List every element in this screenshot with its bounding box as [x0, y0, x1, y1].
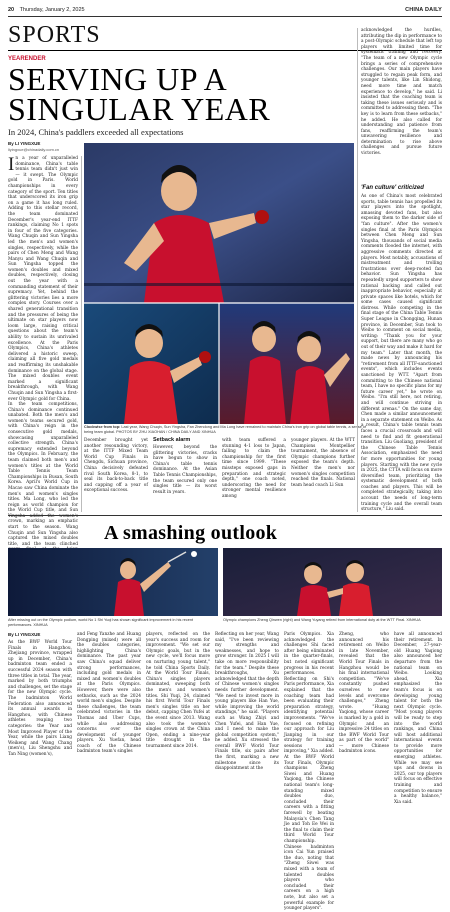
- story1-right-text: acknowledged the hurdles, attributing the dip in performance to a post-Olympic schedule that left top players with limited time for systematic training and recovery. "The team of a new Olympic cycle brings a series of comprehensive challenges. Our main players have struggled to regain peak form, and younger talents, like Lin Shidong, need more time and match experience to develop," he said. Li insisted that the coaching team is taking these issues seriously and is committed to addressing them. "The key is to learn from these setbacks," he added. He also called for understanding and patience from fans, reaffirming the team's unwavering resilience and determination to rise above challenges and pursue future victories.: [361, 28, 442, 157]
- header-rule: [8, 16, 442, 17]
- setback-subheading: Setback alarm: [153, 437, 191, 443]
- page-header: [8, 5, 442, 15]
- badminton-duo-photo: [223, 548, 442, 616]
- story1-col4-text: However, beyond the glittering victories, cracks have begun to show in China's table tennis dominance. At the Asian Table Tennis Championships, the team secured only one singles title — its worst result in years.: [153, 445, 217, 495]
- story1-col5-text: with team suffered a stunning 4-1 loss to Japan, failing to claim the championship for the first time since 1999. "These missteps exposed gaps in preparation and strategic depth," one coach noted, underscoring the need for stronger mental resilience among: [222, 438, 286, 499]
- story2-column-4: [215, 632, 279, 772]
- badminton-player-photo: [8, 548, 218, 616]
- story2-col5-text: Paris Olympics. Xia acknowledged the challenges Shi faced after being eliminated in the quarter-finals, but noted significant progress in his recent performances. Reflecting on Shi's Paris performance, Xia explained that the coaching team had been evaluating their preparation strategy, identifying potential improvements. "We've focused on refining our approach for Liu Jianping in our strategy for training sessions and improving," Xia added. At the BWF World Tour Finals, Olympic champions Zheng Siwei and Huang Yaqiong, the Chinese national team's long-standing mixed doubles duo, concluded their careers with a fitting farewell by beating Malaysia's Chen Tang Jie and Toh Ee Wei in the final to claim their third World Tour championship. Chinese badminton icon Cai Yun praised the duo, noting that "Zheng Siwei was mixed with a team of talented doubles players who concluded their careers on a high note, but also set a powerful example for younger players".: [284, 632, 334, 912]
- main-photo-image: [84, 143, 354, 424]
- story2-column-5: [284, 632, 334, 912]
- column-divider: [357, 28, 358, 512]
- story2-column-6: [339, 632, 389, 755]
- story1-column-5: [222, 438, 286, 512]
- main-photo: [84, 143, 354, 424]
- story2-right-caption: Olympic champions Zheng Qinwen (right) and Wang Yuyang retired from international duty at the WTT Final. XINHUA: [223, 618, 421, 622]
- story1-col3-text: December brought yet another resounding victory, at the ITTF Mixed Team World Cup Finals in Chengdu, Sichuan province, China decisively defeated rival South Korea, 8-1, to seal its back-to-back title and capping off a year of exceptional success.: [84, 438, 148, 494]
- story1-column-4: [153, 445, 217, 512]
- story2-headline: A smashing outlook: [104, 522, 278, 544]
- section-title: SPORTS: [8, 22, 101, 48]
- story2-column-1: [8, 640, 72, 757]
- story2-col1-text: As the BWF World Tour Finals in Hangzhou, Zhejiang province, wrapped up in December, China's badminton team ended a successful 2024 season with three titles in total. The year, marked by both triumphs and challenges, set the stage for the new Olympic cycle. The badminton World Federation also announced its annual awards in Hangzhou, with Chinese athletes reaping two categories: the Year and Most Improved Player of the Year, while the pairs Liang Weikeng and Wang Chang (men's), Liu Shengshu and Tan Ning (women's),: [8, 640, 72, 757]
- story2-right-photo: [223, 548, 442, 616]
- story2-column-7: [394, 632, 442, 805]
- story1-col2-text: In the team competitions, China's dominance continued unabated. Both the men's and women's teams secured gold, with China's reign in the consecutive gold medals, showcasing unparalleled collective strength. China's supremacy extended beyond the Olympics. In February, the team claimed both men's and women's titles at the World Table Tennis Team Championships in Busan, South Korea. April's World Cup in Macao saw China dominate the men's and women's singles titles. Ma Long, who led the reign as world champion for the World Cup title, and Sun Yingsha added the women's crown, marking an emphatic start to the season. Wang Chuqin and Sun Yingsha also captured the mixed doubles title, and the team clinched: [8, 402, 78, 547]
- story2-column-2: [77, 632, 141, 755]
- page-number: 20: [8, 7, 15, 13]
- story-kicker: YEARENDER: [8, 56, 46, 62]
- story1-column-3: [84, 438, 148, 512]
- main-photo-caption: [84, 425, 374, 435]
- story-email: liyingxue@chinadaily.com.cn: [8, 147, 60, 152]
- story1-column-2: [8, 402, 78, 547]
- fan-culture-subheading: 'Fan culture' criticized: [361, 185, 424, 191]
- drop-cap: I: [8, 154, 15, 175]
- story2-byline: By LI YINGXUE: [8, 632, 41, 637]
- story-byline: By LI YINGXUE: [8, 141, 41, 146]
- story2-left-photo: [8, 548, 218, 616]
- story1-column-1: [8, 156, 78, 401]
- story1-col1-text: n a year of unparalleled dominance, China's table tennis team didn't just win — it swept. The Olympic gold in Paris. World championships in every category of the sport. Ten titles that underscored its iron grip on a game it has long ruled. Adding to this stellar record, the team dominated December's year-end ITTF rankings, claiming No 1 spots in four of the five categories. Wang Chuqin and Sun Yingsha led the men's and women's singles, respectively, while the pairs of Chen Meng and Wang Manyu and Wang Chuqin and Sun Yingsha topped the women's doubles and mixed doubles, respectively, closing out the year with a commanding statement of their supremacy. Yet, behind the glittering victories lies a more complex story. Courses over a shared generational transition and the pressures of being the ultimate on star players now loom large, raising critical questions about the team's ability to sustain its unrivaled excellence. At the Paris Olympics, China's athletes delivered a historic sweep, claiming all five gold medals and reaffirming its unshakable dominance on the global stage. The mixed doubles event marked a significant breakthrough, with Wang Chuqin and Sun Yingsha a first-ever Olympic gold for China.: [8, 156, 78, 402]
- story-divider: [8, 515, 442, 516]
- story1-fan-text: As one of China's most celebrated sports, table tennis has propelled its star players into the spotlight, amassing devoted fans, but also exposing them to the darker side of "fan culture". After the women's singles final at the Paris Olympics between Chen Meng and Sun Yingsha, thousands of social media comments flooded the internet, with aggressive comments directed at players. Most notably, accusations of mistreatment and trolling frustrations over deep-rooted fan behavior. Sun Yingsha has repeatedly urged supporters to show rational backing and called out inappropriate behavior, especially at private spaces like hotels, which for some cases caused significant distress. While competing in the final stage of the China Table Tennis Super League in Chongqing, Hunan province, in December, Sun took to Weibo to comment on social media, writing: "Thank you for your support, but there are many who go out of their way and make it hard for my team." Later that month, the made news by announcing his "retirement from all ITTF-sanctioned events", which includes events sanctioned by WTT. "Apart from committing to the Chinese national team, I have no specific plans for my future career yet," he wrote on Weibo. "I'm still here, not retiring, and will continue striving in different arenas." On the same day, Chen made a similar announcement in a separate statement on Weibo. As a result, China's table tennis team faces a crucial crossroads and will need to find and fit generational transition. Liu Guoliang, president of the Chinese Table Tennis Association, emphasized the need for more opportunities for young players. Starting with the new cycle in 2025, the CTTA will focus on more diversified team, prioritizing the systematic development of both coaches and players. This will be completed strategically, taking into account the needs of long-term training cycle and the overall team structure," Liu said.: [361, 194, 442, 513]
- story2-column-3: [146, 632, 210, 749]
- story-subhead: In 2024, China's paddlers exceeded all expectations: [8, 127, 184, 137]
- column-divider: [81, 156, 82, 512]
- newspaper-brand: CHINA DAILY: [405, 7, 442, 13]
- story2-col2-text: and Feng Yanzhe and Huang Dongping (mixed) were all the doubles categories, highlighting China's dominance. The past year saw China's squad deliver strong performances, including gold medals in mixed and women's doubles at the Paris Olympics. However, there were also setbacks, such as the 2024 world men's singles. Despite these challenges, the team celebrated victories in the Thomas and Uber Cups, while also addressing concerns over the development of younger players.: [77, 632, 141, 744]
- story2-col4-text: Reflecting on her year, Wang said, "I've been reviewing my strengths and weaknesses, and hope to grow stronger. In 2025 I will take on more responsibility for the team." Despite these breakthroughs, Xu acknowledged that the depth of Chinese women's singles needs further development. "We need to invest more in young players like Han Yue, while improving the world standings," he said. "Players such as Wang Zhiyi and Chen Yufei, and Han Yue, and I need to make the global competition system," he added. Xu stressed the overall BWF World Tour Finals title, six pairs after the first, marking a new milestone since its disappointment at the: [215, 632, 279, 772]
- story2-left-caption: After missing out on the Olympic podium, world No 1 Shi Yuqi has shown significant improvement in his recent performances. XINHUA: [8, 618, 194, 627]
- main-caption-label: Clockwise from top:: [84, 425, 121, 429]
- main-caption-text: Last year, Wang Chuqin, Sun Yingsha, Fan Zhendong and Ma Long have remained to maintain China's iron grip on global table tennis, a sense of being team global. PHOTOS BY ZHU XIAOHAN / CHINA DAILY AND XINHUA: [84, 425, 366, 434]
- story2-col7-text: have all announced their retirement. In December, 27-year-old Huang Yaqiong also announced her departure from the national team on Weibo. Looking ahead, Xia emphasized the team's focus is on developing young talent for both the next Olympic cycle. "Most young players will be ready to step into the world rankings, and China will host additional international events to provide more opportunities for emerging athletes. While we may see ups and downs in 2025, our top players will focus on effective training and competition to ensure a healthy balance," Xia said.: [394, 632, 442, 805]
- story2-col2-text-2: Xu Yuefan, head coach of the Chinese badminton team's singles: [77, 738, 141, 755]
- story2-col6-text: Zheng, who announced his retirement on Weibo in late November, revealed that the World Tour Finals in Hangzhou would be his final international competition. "We've constantly pushed ourselves to new levels and overcome challenges," Zheng wrote. "Huang Yaqiong, whose career is marked by a gold in Olympic and an impressive 24 titles on the BWF World Tour as part of the world" — more Chinese badminton icons.: [339, 632, 389, 755]
- story-headline: SERVING UP A SINGULAR YEAR: [8, 61, 271, 127]
- story2-col3-text: players, reflected on the year's success and room for improvement. "We set our Olympic goals, but in the new cycle, we'll focus more on nurturing young talent," he told China Sports Daily. At the World Tour Finals, China's singles players dominated, sweeping both the men's and women's titles. Shi Yuqi, 24, claimed his first World Tour Finals men's singles title on her debut, capping Chen Yufei at the event since 2013. Wang also took the women's singles crown at the China Open, ending a nine-year title drought in the tournament since 2014.: [146, 632, 210, 749]
- issue-date: Thursday, January 2, 2025: [19, 7, 85, 13]
- story1-column-6: [291, 438, 355, 512]
- story1-col6-text: younger players. At the WTT Champions Montpellier tournament, the absence of Olympic champions further exposed the team's depth. Neither the men's nor women's singles competition reached the finals. National team head coach Li Sun: [291, 438, 355, 488]
- page-info: [8, 7, 85, 13]
- story1-right-column: [361, 28, 442, 183]
- story1-fan-column: [361, 194, 442, 512]
